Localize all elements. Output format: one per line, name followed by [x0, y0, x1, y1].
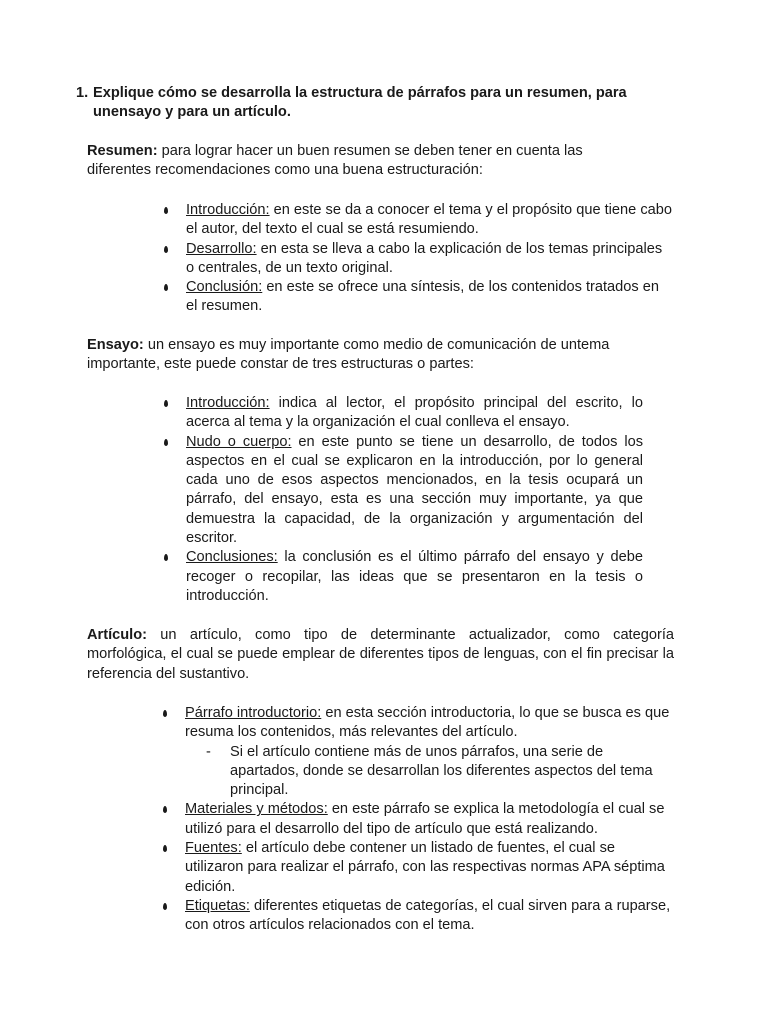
item-text: en esta sección introductoria, lo que se busca es que resuma los contenidos, más relevantes del artículo. [185, 705, 670, 741]
bullet-icon [164, 246, 168, 253]
item-text: el artículo debe contener un listado de fuentes, el cual se utilizaron para realizar el párrafo, con las respectivas normas APA séptima edición. [185, 840, 665, 895]
list-item [186, 548, 643, 606]
item-label: Nudo o cuerpo: [186, 433, 292, 450]
ensayo-text: un ensayo es muy importante como medio de comunicación de untema importante, este puede constar de tres estructuras o partes: [87, 337, 610, 373]
list-item [185, 897, 673, 936]
articulo-paragraph [87, 626, 674, 684]
question-heading [76, 84, 696, 123]
resumen-text: para lograr hacer un buen resumen se deben tener en cuenta las diferentes recomendaciones como una buena estructuración: [87, 143, 583, 179]
list-item [185, 800, 673, 839]
item-text: en este párrafo se explica la metodología el cual se utilizó para el desarrollo del tipo de artículo que está realizando. [185, 801, 665, 837]
question-text: Explique cómo se desarrolla la estructura de párrafos para un resumen, para unensayo y para un artículo. [93, 85, 627, 121]
resumen-list [186, 201, 674, 317]
resumen-section [87, 142, 615, 181]
bullet-icon [163, 806, 167, 813]
item-label: Conclusiones: [186, 549, 278, 566]
item-label: Introducción: [186, 202, 270, 218]
ensayo-list [186, 394, 643, 606]
list-item [186, 433, 643, 549]
item-label: Desarrollo: [186, 240, 257, 257]
item-label: Conclusión: [186, 279, 263, 296]
item-label: Etiquetas: [185, 897, 250, 914]
question-number: 1. [76, 85, 89, 101]
bullet-icon [164, 400, 168, 407]
item-label: Fuentes: [185, 840, 242, 857]
item-text: en este se da a conocer el tema y el propósito que tiene cabo el autor, del texto el cual se está resumiendo. [186, 202, 672, 238]
bullet-icon [164, 439, 168, 446]
articulo-section [87, 626, 674, 684]
item-label: Párrafo introductorio: [185, 705, 322, 721]
articulo-term: Artículo: [87, 627, 147, 643]
item-text: en este punto se tiene un desarrollo, de todos los aspectos en el cual se explicaron en la introducción, por lo general cada uno de esos aspectos mencionados, en la tesis ocupará un párrafo, del ensayo, esta es una sección muy importante, ya que demuestra la capacidad, de la organización y argumentación del escritor. [186, 433, 643, 547]
list-item [185, 704, 673, 800]
ensayo-paragraph [87, 336, 643, 375]
list-item [186, 240, 674, 279]
item-text: en esta se lleva a cabo la explicación de los temas principales o centrales, de un texto original. [186, 240, 663, 276]
bullet-icon [163, 903, 167, 910]
bullet-icon [164, 207, 168, 214]
list-item [186, 278, 674, 317]
articulo-list [185, 704, 673, 936]
list-item [185, 839, 673, 897]
list-item [186, 394, 643, 433]
ensayo-term: Ensayo: [87, 337, 144, 353]
item-text: diferentes etiquetas de categorías, el cual sirven para a ruparse, con otros artículos relacionados con el tema. [185, 897, 671, 934]
bullet-icon [164, 554, 168, 561]
ensayo-section [87, 336, 643, 375]
bullet-icon [164, 284, 168, 291]
list-item [186, 201, 674, 240]
item-label: Materiales y métodos: [185, 801, 328, 818]
resumen-paragraph [87, 142, 615, 181]
dash-marker: - [206, 743, 211, 760]
item-text: en este se ofrece una síntesis, de los contenidos tratados en el resumen. [186, 279, 659, 315]
articulo-text: un artículo, como tipo de determinante actualizador, como categoría morfológica, el cual se puede emplear de diferentes tipos de lenguas, con el fin precisar la referencia del sustantivo. [87, 627, 674, 682]
resumen-term: Resumen: [87, 143, 158, 159]
bullet-icon [163, 845, 167, 852]
bullet-icon [163, 710, 167, 717]
sub-list-item [206, 743, 673, 801]
item-text: la conclusión es el último párrafo del ensayo y debe recoger o recopilar, las ideas que se presentaron en la tesis o introducción. [186, 549, 643, 604]
item-text: indica al lector, el propósito principal del escrito, lo acerca al tema y la organización el cual conlleva el ensayo. [186, 395, 643, 431]
sub-item-text: Si el artículo contiene más de unos párrafos, una serie de apartados, donde se desarrollan los diferentes aspectos del tema principal. [230, 743, 653, 799]
item-label: Introducción: [186, 395, 270, 411]
